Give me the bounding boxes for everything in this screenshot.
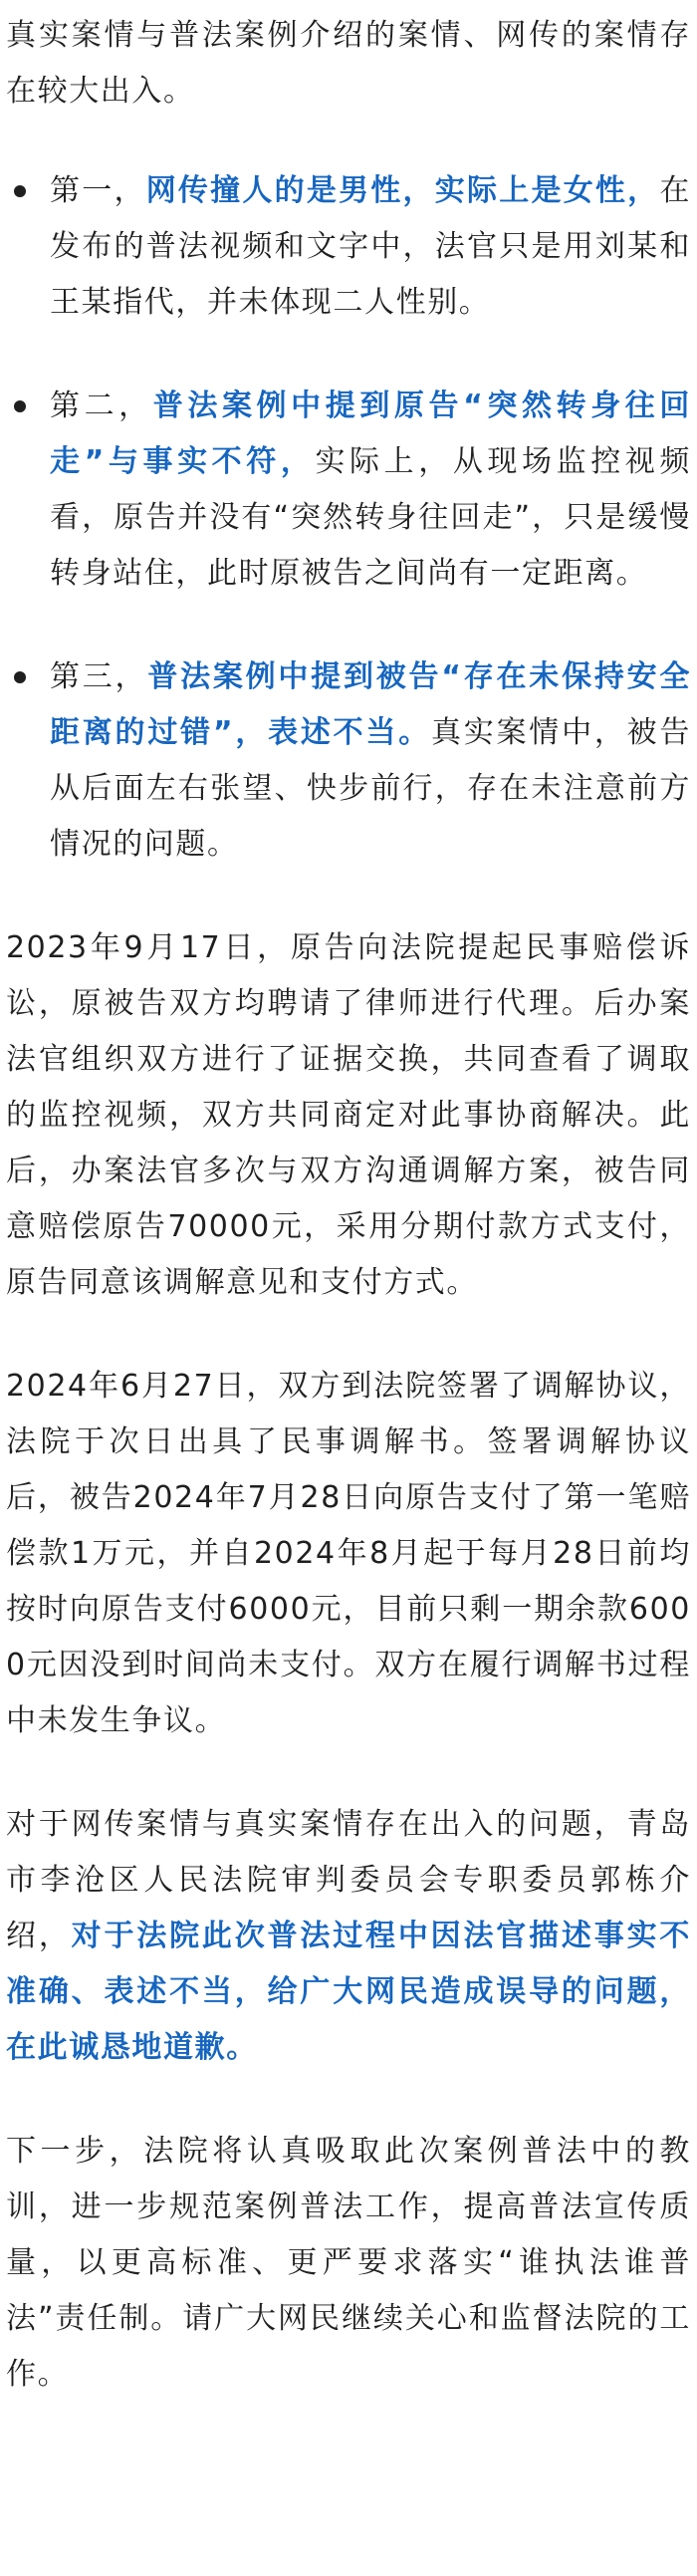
lawsuit-paragraph: 2023年9月17日，原告向法院提起民事赔偿诉讼，原被告双方均聘请了律师进行代理。后办案法官组织双方进行了证据交换，共同查看了调取的监控视频，双方共同商定对此事协商解决。此后，办案法官多次与双方沟通调解方案，被告同意赔偿原告70000元，采用分期付款方式支付，原告同意该调解意见和支付方式。 bbox=[6, 930, 691, 1300]
apology-text: 对于网传案情与真实案情存在出入的问题，青岛市李沧区人民法院审判委员会专职委员郭栋介绍， bbox=[6, 1807, 691, 1953]
intro-paragraph: 真实案情与普法案例介绍的案情、网传的案情存在较大出入。 bbox=[6, 18, 691, 109]
discrepancy-item-3 bbox=[6, 649, 691, 873]
item-text: 在发布的普法视频和文字中，法官只是用刘某和王某指代，并未体现二人性别。 bbox=[50, 173, 691, 320]
item-highlight: 普法案例中提到被告“存在未保持安全距离的过错”，表述不当。 bbox=[50, 659, 691, 750]
apology-highlight: 对于法院此次普法过程中因法官描述事实不准确、表述不当，给广大网民造成误导的问题，在此诚恳地道歉。 bbox=[6, 1919, 691, 2065]
bullet-dot-icon bbox=[14, 185, 26, 197]
discrepancy-item-1 bbox=[6, 163, 691, 331]
discrepancy-list bbox=[6, 163, 691, 873]
item-text: 实际上，从现场监控视频看，原告并没有“突然转身往回走”，只是缓慢转身站住，此时原被告之间尚有一定距离。 bbox=[50, 444, 691, 591]
item-text: 真实案情中，被告从后面左右张望、快步前行，存在未注意前方情况的问题。 bbox=[50, 715, 691, 862]
discrepancy-item-2 bbox=[6, 379, 691, 602]
item-lead: 第一， bbox=[50, 173, 146, 208]
mediation-paragraph: 2024年6月27日，双方到法院签署了调解协议，法院于次日出具了民事调解书。签署调解协议后，被告2024年7月28日向原告支付了第一笔赔偿款1万元，并自2024年8月起于每月28日前均按时向原告支付6000元，目前只剩一期余款6000元因没到时间尚未支付。双方在履行调解书过程中未发生争议。 bbox=[6, 1369, 691, 1738]
item-highlight: 网传撞人的是男性，实际上是女性， bbox=[145, 173, 660, 208]
item-lead: 第三， bbox=[50, 659, 148, 694]
apology-paragraph bbox=[6, 1797, 691, 2076]
item-lead: 第二， bbox=[50, 388, 153, 423]
bullet-dot-icon bbox=[14, 671, 26, 683]
next-steps-paragraph: 下一步，法院将认真吸取此次案例普法中的教训，进一步规范案例普法工作，提高普法宣传质量，以更高标准、更严要求落实“谁执法谁普法”责任制。请广大网民继续关心和监督法院的工作。 bbox=[6, 2134, 691, 2392]
bullet-dot-icon bbox=[14, 400, 26, 412]
item-highlight: 普法案例中提到原告“突然转身往回走”与事实不符， bbox=[50, 388, 691, 479]
